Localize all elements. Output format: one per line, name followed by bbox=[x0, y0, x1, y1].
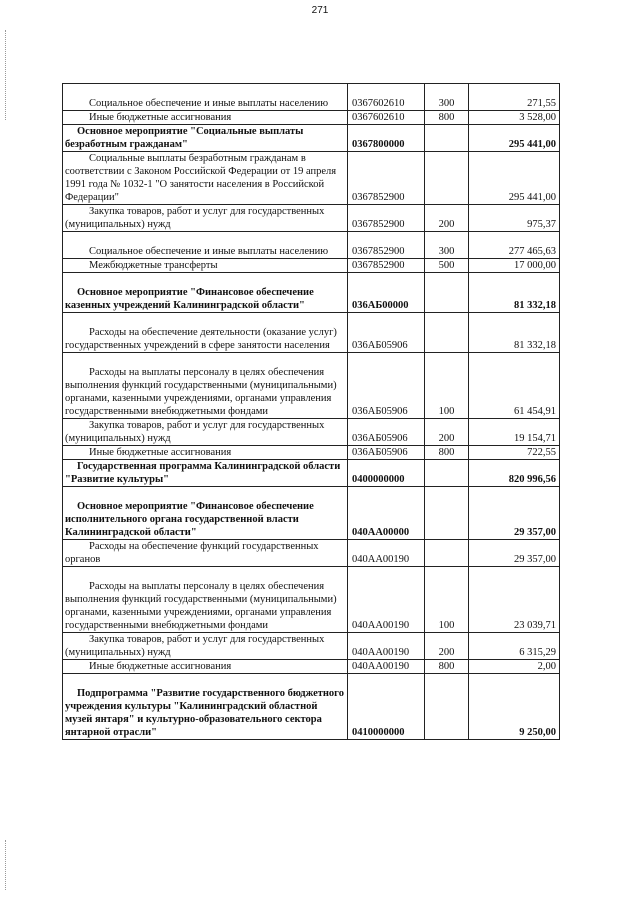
scan-margin-mark bbox=[5, 840, 7, 890]
budget-table bbox=[62, 83, 560, 740]
table-row bbox=[63, 674, 560, 740]
row-amount-cell: 975,37 bbox=[469, 205, 560, 232]
row-amount-cell: 29 357,00 bbox=[469, 487, 560, 540]
row-name-cell: Иные бюджетные ассигнования bbox=[63, 446, 348, 460]
row-expense-type-cell: 100 bbox=[425, 567, 469, 633]
table-row bbox=[63, 487, 560, 540]
row-name-cell: Расходы на обеспечение функций государственных органов bbox=[63, 540, 348, 567]
row-amount-cell: 81 332,18 bbox=[469, 273, 560, 313]
table-row bbox=[63, 125, 560, 152]
row-expense-type-cell bbox=[425, 313, 469, 353]
row-name-cell: Основное мероприятие "Социальные выплаты безработным гражданам" bbox=[63, 125, 348, 152]
row-name-cell: Иные бюджетные ассигнования bbox=[63, 660, 348, 674]
row-code-cell: 036АБ05906 bbox=[348, 419, 425, 446]
row-expense-type-cell bbox=[425, 540, 469, 567]
row-expense-type-cell bbox=[425, 460, 469, 487]
row-code-cell: 040АА00190 bbox=[348, 633, 425, 660]
table-row bbox=[63, 259, 560, 273]
row-name-cell: Иные бюджетные ассигнования bbox=[63, 111, 348, 125]
row-amount-cell: 3 528,00 bbox=[469, 111, 560, 125]
row-amount-cell: 29 357,00 bbox=[469, 540, 560, 567]
table-row bbox=[63, 353, 560, 419]
scan-margin-mark bbox=[5, 30, 7, 120]
row-name-cell: Основное мероприятие "Финансовое обеспечение казенных учреждений Калининградской области" bbox=[63, 273, 348, 313]
row-expense-type-cell: 200 bbox=[425, 419, 469, 446]
row-code-cell: 0367852900 bbox=[348, 152, 425, 205]
row-expense-type-cell: 300 bbox=[425, 232, 469, 259]
table-row bbox=[63, 111, 560, 125]
row-name-cell: Закупка товаров, работ и услуг для государственных (муниципальных) нужд bbox=[63, 633, 348, 660]
row-amount-cell: 9 250,00 bbox=[469, 674, 560, 740]
row-name-cell: Закупка товаров, работ и услуг для государственных (муниципальных) нужд bbox=[63, 419, 348, 446]
row-code-cell: 0400000000 bbox=[348, 460, 425, 487]
row-code-cell: 036АБ00000 bbox=[348, 273, 425, 313]
row-amount-cell: 61 454,91 bbox=[469, 353, 560, 419]
row-amount-cell: 277 465,63 bbox=[469, 232, 560, 259]
row-code-cell: 036АБ05906 bbox=[348, 446, 425, 460]
row-amount-cell: 295 441,00 bbox=[469, 152, 560, 205]
row-code-cell: 036АБ05906 bbox=[348, 353, 425, 419]
table-row bbox=[63, 633, 560, 660]
row-expense-type-cell: 800 bbox=[425, 446, 469, 460]
table-row bbox=[63, 540, 560, 567]
row-amount-cell: 271,55 bbox=[469, 84, 560, 111]
row-amount-cell: 19 154,71 bbox=[469, 419, 560, 446]
row-name-cell: Закупка товаров, работ и услуг для государственных (муниципальных) нужд bbox=[63, 205, 348, 232]
row-amount-cell: 722,55 bbox=[469, 446, 560, 460]
table-row bbox=[63, 460, 560, 487]
row-code-cell: 040АА00000 bbox=[348, 487, 425, 540]
table-row bbox=[63, 660, 560, 674]
table-row bbox=[63, 446, 560, 460]
row-code-cell: 0367852900 bbox=[348, 259, 425, 273]
row-expense-type-cell: 800 bbox=[425, 111, 469, 125]
row-code-cell: 040АА00190 bbox=[348, 567, 425, 633]
row-name-cell: Расходы на выплаты персоналу в целях обеспечения выполнения функций государственными (муниципальными) органами, казенными учреждениями, органами управления государственными внебюджетными фондами bbox=[63, 567, 348, 633]
row-name-cell: Расходы на выплаты персоналу в целях обеспечения выполнения функций государственными (муниципальными) органами, казенными учреждениями, органами управления государственными внебюджетными фондами bbox=[63, 353, 348, 419]
row-amount-cell: 17 000,00 bbox=[469, 259, 560, 273]
page-number: 271 bbox=[311, 5, 329, 16]
row-amount-cell: 6 315,29 bbox=[469, 633, 560, 660]
row-expense-type-cell: 200 bbox=[425, 633, 469, 660]
table-row bbox=[63, 419, 560, 446]
table-row bbox=[63, 205, 560, 232]
table-row bbox=[63, 273, 560, 313]
row-expense-type-cell bbox=[425, 125, 469, 152]
row-amount-cell: 295 441,00 bbox=[469, 125, 560, 152]
row-amount-cell: 2,00 bbox=[469, 660, 560, 674]
row-name-cell: Расходы на обеспечение деятельности (оказание услуг) государственных учреждений в сфере занятости населения bbox=[63, 313, 348, 353]
row-expense-type-cell bbox=[425, 487, 469, 540]
row-amount-cell: 23 039,71 bbox=[469, 567, 560, 633]
table-row bbox=[63, 313, 560, 353]
table-row bbox=[63, 152, 560, 205]
table-row bbox=[63, 232, 560, 259]
table-row bbox=[63, 84, 560, 111]
row-code-cell: 0367852900 bbox=[348, 232, 425, 259]
row-expense-type-cell: 800 bbox=[425, 660, 469, 674]
row-name-cell: Подпрограмма "Развитие государственного бюджетного учреждения культуры "Калининградский областной музей янтаря" и культурно-образовательного сектора янтарной отрасли" bbox=[63, 674, 348, 740]
row-code-cell: 040АА00190 bbox=[348, 540, 425, 567]
row-code-cell: 0367852900 bbox=[348, 205, 425, 232]
row-expense-type-cell bbox=[425, 273, 469, 313]
row-code-cell: 036АБ05906 bbox=[348, 313, 425, 353]
row-name-cell: Социальное обеспечение и иные выплаты населению bbox=[63, 232, 348, 259]
row-code-cell: 0367602610 bbox=[348, 111, 425, 125]
row-name-cell: Основное мероприятие "Финансовое обеспечение исполнительного органа государственной власти Калининградской области" bbox=[63, 487, 348, 540]
row-expense-type-cell: 500 bbox=[425, 259, 469, 273]
row-expense-type-cell: 200 bbox=[425, 205, 469, 232]
row-expense-type-cell bbox=[425, 152, 469, 205]
table-row bbox=[63, 567, 560, 633]
row-expense-type-cell: 100 bbox=[425, 353, 469, 419]
row-code-cell: 0410000000 bbox=[348, 674, 425, 740]
row-name-cell: Межбюджетные трансферты bbox=[63, 259, 348, 273]
row-amount-cell: 820 996,56 bbox=[469, 460, 560, 487]
row-name-cell: Государственная программа Калининградской области "Развитие культуры" bbox=[63, 460, 348, 487]
row-expense-type-cell: 300 bbox=[425, 84, 469, 111]
row-code-cell: 0367602610 bbox=[348, 84, 425, 111]
row-name-cell: Социальное обеспечение и иные выплаты населению bbox=[63, 84, 348, 111]
row-expense-type-cell bbox=[425, 674, 469, 740]
row-code-cell: 040АА00190 bbox=[348, 660, 425, 674]
row-name-cell: Социальные выплаты безработным гражданам в соответствии с Законом Российской Федерации от 19 апреля 1991 года № 1032-1 "О занятости населения в Российской Федерации" bbox=[63, 152, 348, 205]
row-amount-cell: 81 332,18 bbox=[469, 313, 560, 353]
budget-table-body bbox=[63, 84, 560, 740]
row-code-cell: 0367800000 bbox=[348, 125, 425, 152]
